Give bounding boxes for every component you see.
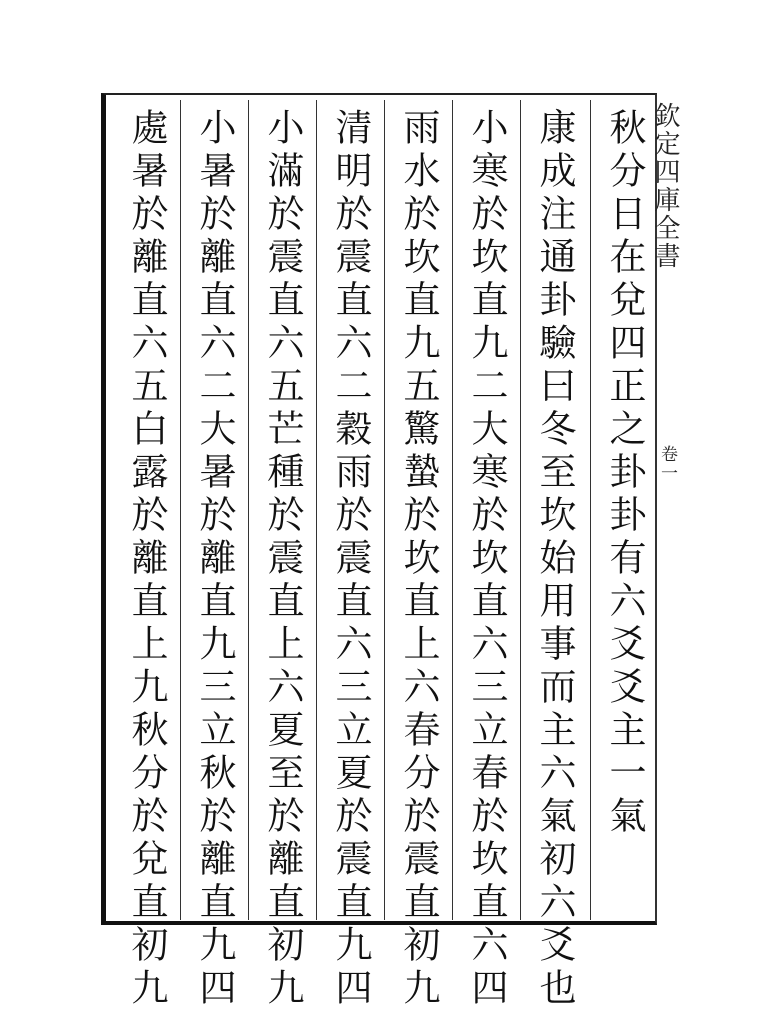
column-rule [316, 100, 317, 920]
text-column-4: 雨水於坎直九五驚蟄於坎直上六春分於震直初九 [397, 108, 440, 1011]
column-rule [520, 100, 521, 920]
volume-label: 卷一 [657, 445, 677, 483]
text-column-3: 小寒於坎直九二大寒於坎直六三立春於坎直六四 [465, 108, 508, 1011]
column-rule [452, 100, 453, 920]
column-rule [248, 100, 249, 920]
column-rule [180, 100, 181, 920]
column-rule [384, 100, 385, 920]
text-column-6: 小滿於震直六五芒種於震直上六夏至於離直初九 [261, 108, 304, 1011]
text-column-5: 清明於震直六二穀雨於震直六三立夏於震直九四 [329, 108, 372, 1011]
column-rule [590, 100, 591, 920]
text-column-1: 秋分日在兌四正之卦卦有六爻爻主一氣 [603, 108, 646, 839]
text-column-2: 康成注通卦驗曰冬至坎始用事而主六氣初六爻也 [533, 108, 576, 1011]
book-title-margin: 欽定四庫全書 [650, 102, 680, 270]
text-column-8: 處暑於離直六五白露於離直上九秋分於兌直初九 [125, 108, 168, 1011]
text-column-7: 小暑於離直六二大暑於離直九三立秋於離直九四 [193, 108, 236, 1011]
